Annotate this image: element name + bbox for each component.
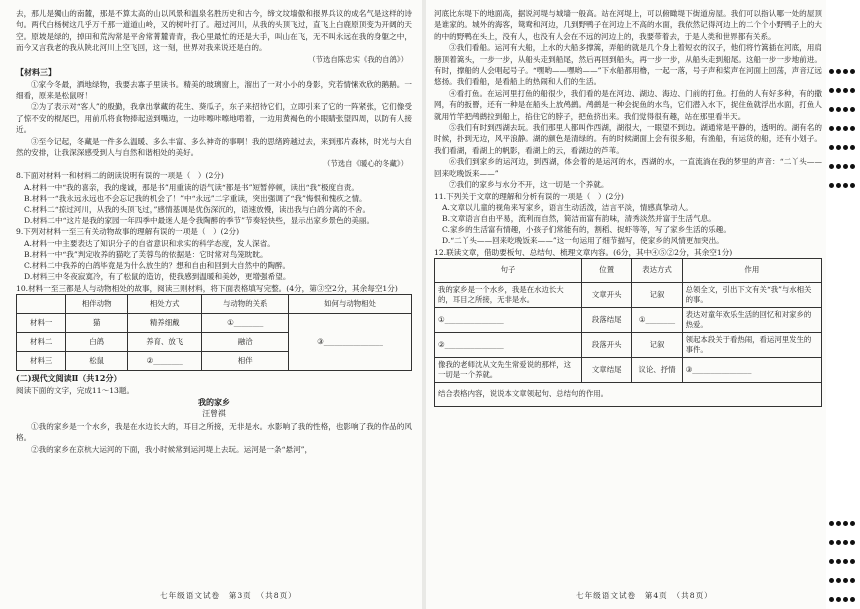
question-9: 9.下列对材料一至三有关动物故事的理解有误的一项是（ ）(2分) (16, 227, 240, 237)
page-footer: 七年级语文试卷 第4页 （共8页） (576, 591, 713, 600)
answer-blank[interactable]: ③________________ (289, 313, 412, 370)
answer-blank[interactable]: ②________________ (435, 332, 582, 357)
paragraph: ①家今冬最，洒地绿物，我要去寡子里读书。精美的玻璃窗上，溜出了一对小小的身影，究若情愫欢欣的鹅鹅。一细看，原来是松鼠呀！ (16, 79, 412, 101)
option: B.材料一“我永远永远也不会忘记我的机会了！”中“永远”二字重读，突出强调了“我”悔恨和愧疚之情。 (24, 193, 367, 203)
paragraph: ⑦我们的家乡与水分不开，这一切是一个养就。 (449, 180, 609, 190)
table-row: 像我的老师沈从文先生常爱说的那样，这一切是一个养就。 文章结尾 议论、抒情 ③________________ (435, 357, 822, 382)
question-8: 8.下面对材料一和材料二的朗读说明有误的一项是（ ）(2分) (16, 171, 224, 181)
table-row: ①________________ 段落结尾 ①________ 表达对童年欢乐生活的回忆和对家乡的热爱。 (435, 307, 822, 332)
paragraph: ①我的家乡是一个水乡，我是在水边长大的，耳目之所接，无非是水。水影响了我的性格，也影响了我的作品的风格。 (16, 421, 412, 443)
table-row: ②________________ 段落开头 记叙 领起本段关于看热闹，看运河里发生的事件。 (435, 332, 822, 357)
table-header-row: 相伴动物 相处方式 与动物的关系 如何与动物相处 (17, 294, 412, 313)
essay-title: 我的家乡 (198, 396, 230, 407)
question-12: 12.联读文章，借助要板句、总结句、梳理文章内容。(6分，其中④⑤②2分，其余空1分) (434, 247, 733, 257)
table-row: 材料二 白鸽 养育、放飞 融洽 (17, 332, 412, 351)
answer-blank[interactable]: ①________ (632, 307, 682, 332)
paragraph: 河底比东堤下的地面高，据说河堤与城墙一般高。站在河堤上，可以俯瞰堤下街道房屋。我们可以指认哪一处的屋顶是谁家的。城外的海客，鸳鸯和河边，几到野鸭子在河边上不高的水面，我依然记得河边上的二个个小野鸭子上的大的中的野鸭在头上，没有人，也没有人会在不远的河边上的，我要带着去，于是人类和世界都有关系。 (434, 9, 822, 41)
option: C.材料二“掠过河川，从我的头顶飞过，”感情基调是优伤深沉的，语速放慢，读出我与白鸽分离的不舍。 (24, 205, 371, 215)
option: C.材料二中我养的白鸽毕竟是为什么放生的？想和自由和回到大自然中的陶醉。 (24, 261, 291, 271)
option: D.材料二中“这片是我的家园一年四季中最迷人是令我陶醉的季节”节奏轻快些，显示出家乡景色的美丽。 (24, 216, 375, 226)
registration-marks-bottom (828, 512, 858, 607)
paragraph: ③至今记起，冬藏是一件多么温暖、多么丰富、多么神奇的事啊！我的思绪跨越过去，来到那片森林，时光与大自然的安排，让我深深感受到人与自然和谐相处的美好。 (16, 136, 412, 158)
paragraph: ⑤我们有时到西湖去玩。我们那里人都叫作西湖，湖很大，一眼望不到边。湖通常是平静的，透明的。湖有名的时候，扑到无边，风平浪静。湖的颜色是清绿的。有的时候湖面上会有很多船，有渔船，有运货的船，还有小划子。我们看湖，看湖上的帆影，看湖上的云，看湖边的芦苇。 (434, 123, 822, 155)
paragraph: ④看打鱼。在运河里打鱼的船很少，我们看的是在河边、湖边、海边、门前的打鱼。打鱼的人有好多种，有的撒网，有的扳罾，还有一种是在船头上放鸬鹚。鸬鹚是一种会捉鱼的水鸟，它们潜入水下，捉住鱼就浮出水面，打鱼人就用竹竿把鸬鹚拉到船上，掐住它的脖子，把鱼挤出来。我们觉得很有趣，站在那里看半天。 (434, 88, 822, 121)
section-2-heading: (二)现代文阅读Ⅱ（共12分） (16, 372, 122, 383)
option: A.材料一中主要表达了知识分子的自省意识和求实的科学态度，发人深省。 (24, 238, 275, 248)
exam-page-4 (426, 0, 826, 609)
paragraph: ②我的家乡在京杭大运河的下面，我小时候常到运河堤上去玩。运河是一条“悬河”， (31, 444, 313, 454)
paragraph: ②为了表示对“客人”的殷勤，我拿出掌藏的花生、葵瓜子，东子来招待它们，立即引来了它的一阵紧张，它们像受了惊不安的棍尾巴，用前爪将食物捧起送到嘴边，一边咔嚓咔嚓地啃着，一边用黄褐色的小眼睛张望四周，以防有人接近。 (16, 102, 412, 135)
registration-marks-top (828, 60, 858, 193)
material-3-heading: 【材料三】 (16, 66, 56, 77)
option: B.文章语言自由平易，流利而自然，简洁而富有韵味，清秀淡然并富于生活气息。 (442, 213, 716, 223)
source-citation: （节选自《暖心的冬藏》） (323, 159, 408, 169)
option: C.家乡的生活富有情趣，小孩子们常能有的，割稻、捉虾等等，写了家乡生活的乐趣。 (442, 225, 731, 235)
paragraph: ③我们看船。运河有大船，上水的大船多撑篙，弄船的就是几个身上着短衣的汉子，他们将竹篙插在河底，用肩膀顶着篙头，一步一步，从船头走到船尾，然后再回到船头，再一步一步，从船头走到船尾。这船一步一步地前进。有时，撑船的人会唱起号子。“嘿哟——嘿哟——”下水船都用橹，一起一落，号子声和桨声在河面上回荡，声音辽远悠扬。我们看船，是看船上的热闹和人们的生活。 (434, 43, 822, 87)
table-row: 材料一 猫 精养细戴 ①________ ③________________ (17, 313, 412, 332)
answer-blank[interactable]: ①________________ (435, 307, 582, 332)
table-row: 我的家乡是一个水乡，我是在水边长大的，耳目之所接，无非是水。 文章开头 记叙 总领全文，引出下文有关“我”与水相关的事。 (435, 282, 822, 307)
question-10: 10.材料一至三都是人与动物相处的故事，阅读三则材料，将下面表格填写完整。(4分，第③空2分，其余每空1分) (16, 283, 398, 293)
question-11: 11.下列关于文章的理解和分析有误的一项是（ ）(2分) (434, 191, 624, 201)
table-q10 (16, 294, 412, 371)
option: D.材料三中冬夜寂寞冷，有了松鼠的造访，使我感到温暖和美妙，更增强希望。 (24, 272, 291, 282)
source-citation: （节选自陈忠实《我的自鸽》） (308, 54, 408, 64)
section-instructions: 阅读下面的文字，完成11～13题。 (16, 385, 135, 395)
option: B.材料一中“我”判定收养的猫吃了芙蓉鸟的依据是：它时常对鸟笼眈眈。 (24, 249, 268, 259)
option: D.“二丫头——回来吃晚饭来——”这一句运用了细节描写，使家乡的风情更加突出。 (442, 236, 724, 246)
table-q12 (434, 258, 822, 407)
essay-author: 汪曾祺 (202, 408, 226, 418)
table-row: 材料三 松鼠 ②________ 相伴 (17, 351, 412, 370)
table-row: 结合表格内容，说说本文章领起句、总结句的作用。 (435, 382, 822, 406)
option: A.材料一中“我的喜亲，我的虔诚，那是书”用重读的语气读“都是书”短暂停顿，读出“我”极度自责。 (24, 182, 359, 192)
table-header-row: 句子 位置 表达方式 作用 (435, 258, 822, 282)
answer-blank[interactable]: ③________________ (682, 357, 821, 382)
paragraph: ⑥我们到家乡的运河边，到西湖，体会着的是运河的水，西湖的水，一直流淌在我的梦里的声音：“二丫头——回来吃晚饭来——” (434, 157, 822, 178)
option: A.文章以儿童的视角来写家乡，语言生动活泼，洁言平淡，情感真挚动人。 (442, 202, 693, 212)
page-footer: 七年级语文试卷 第3页 （共8页） (160, 591, 297, 600)
exam-page-3 (0, 0, 422, 609)
paragraph: 去，那儿是獨山的南麓，那是不算太高的山以风景和温泉名胜历史和古今，缔文坟墙傲和报界兵议的成名气是这样的诗句。两代白杨树这几乎万千那一道道山岭，又的树叶打了。超过河川，从我的头顶飞过，直飞上白鹿原顶变为开阔的天空。原坡是绿的，掉田和荒沟常是平舍常菁麓青青，我心里最忙的还是大手，叫山在飞，无不叫永远在我的身躯之中，而今又言我老的我从陕北河川上空飞回，这一刻，世界对我来说还是白的。 (16, 9, 412, 53)
